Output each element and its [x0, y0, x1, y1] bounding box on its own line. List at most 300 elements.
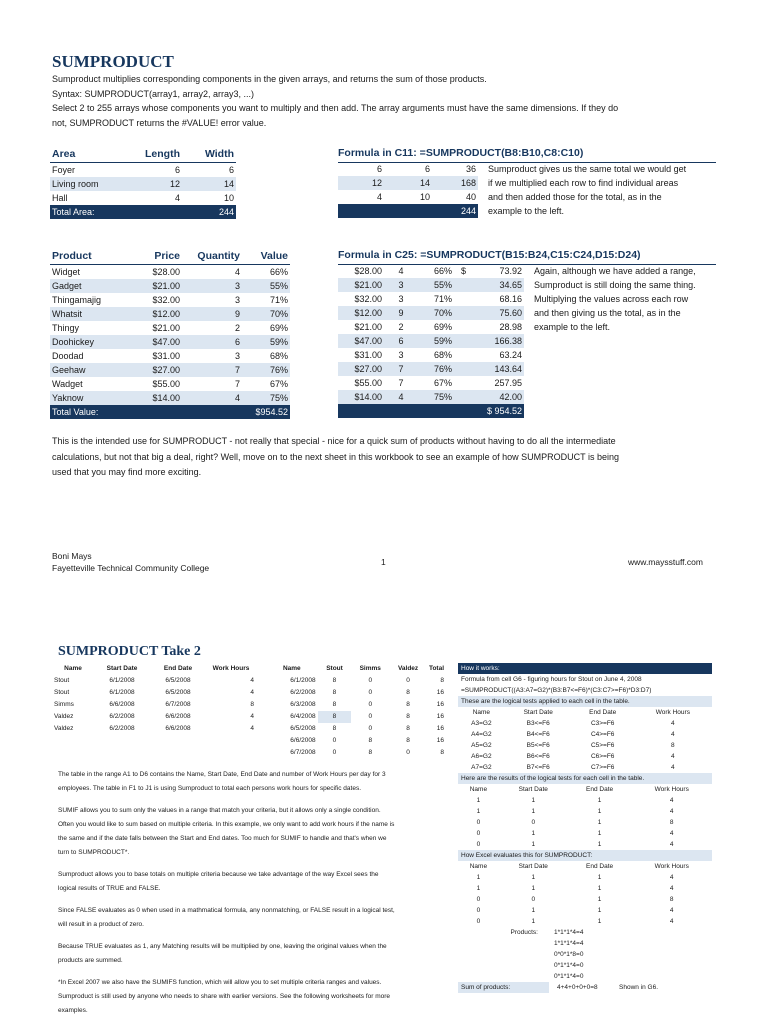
table-cell: 4: [376, 192, 382, 202]
table-cell: Doohickey: [50, 335, 124, 349]
total-value: 244: [432, 204, 478, 218]
table-cell: 6/5/2008: [165, 689, 191, 696]
table-cell: 8: [318, 711, 352, 723]
note-line: example to the left.: [488, 206, 565, 216]
table-cell: $27.00: [338, 362, 384, 376]
table-cell: 4: [669, 907, 674, 914]
table-row: [266, 735, 446, 747]
table-cell: 59%: [418, 334, 454, 348]
table-cell: 6: [182, 335, 242, 349]
table-cell: 6/2/2008: [290, 689, 316, 696]
table-cell: 10: [223, 193, 234, 203]
table-cell: [454, 376, 468, 390]
column-header: Name: [472, 709, 491, 716]
total-row: [50, 405, 290, 419]
table-cell: 70%: [242, 307, 290, 321]
table-cell: 0: [332, 749, 337, 756]
table-row: [52, 711, 256, 723]
table-cell: 8: [406, 737, 410, 744]
table-cell: 8: [406, 689, 410, 696]
table-cell: 1: [531, 907, 536, 914]
table-cell: $: [460, 266, 466, 276]
table-cell: 4: [669, 874, 674, 881]
table-cell: 4: [669, 830, 674, 837]
table-row: [458, 729, 712, 740]
table-cell: 8: [440, 749, 444, 756]
table-cell: 1: [531, 830, 536, 837]
table-row: [458, 817, 712, 828]
table-row: [338, 162, 478, 176]
table-cell: 0: [368, 701, 373, 708]
table-cell: 0: [476, 918, 481, 925]
formula1-note: [488, 162, 718, 218]
table-cell: 76%: [242, 363, 290, 377]
table-cell: Gadget: [50, 279, 124, 293]
column-header: Total: [428, 665, 444, 672]
table-cell: 1: [597, 918, 602, 925]
website-link[interactable]: www.maysstuff.com: [628, 557, 703, 567]
total-label: Total Value:: [50, 405, 124, 419]
table-row: [266, 711, 446, 723]
table-row: [266, 699, 446, 711]
table-row: [50, 293, 290, 307]
column-header: Work Hours: [212, 665, 250, 672]
table-cell: 6: [424, 164, 430, 174]
table-cell: 9: [384, 306, 418, 320]
paragraph: Sumproduct allows you to base totals on multiple criteria because we take advantage of the way Excel sees the logical results of TRUE and FALSE.: [58, 871, 379, 892]
paragraph: *In Excel 2007 we also have the SUMIFS function, which will allow you to set multiple criteria ranges and values. Sumproduct is still used by anyone who needs to share with earlier versions. See the following worksheets for more examples.: [58, 979, 391, 1014]
table-cell: 6: [174, 165, 180, 175]
table-cell: [454, 306, 468, 320]
total-row: [50, 205, 236, 219]
table-cell: Widget: [52, 267, 81, 277]
table-cell: 0: [531, 819, 536, 826]
total-row: [338, 204, 478, 218]
table-cell: 68%: [433, 350, 452, 360]
column-header: Stout: [326, 665, 343, 672]
table-cell: 6/6/2008: [109, 701, 135, 708]
table-cell: A7=G2: [471, 764, 492, 771]
how-line: Formula from cell G6 - figuring hours for Stout on June 4, 2008: [461, 676, 642, 683]
table-cell: 6: [384, 334, 418, 348]
how-title: How it works:: [458, 663, 712, 674]
table-cell: [454, 348, 468, 362]
table-cell: 4: [669, 841, 674, 848]
table-cell: 6/4/2008: [290, 713, 316, 720]
table-row: [50, 163, 236, 178]
table-cell: [454, 278, 468, 292]
table-row: [338, 362, 524, 376]
column-header: Name: [282, 665, 301, 672]
table-row: [458, 806, 712, 817]
summary-paragraph: [52, 434, 722, 481]
table-row: [338, 292, 524, 306]
column-header: Work Hours: [655, 709, 690, 716]
table-cell: $21.00: [152, 323, 180, 333]
intro-line: Sumproduct multiplies corresponding components in the given arrays, and returns the sum of those products.: [52, 74, 487, 84]
table-cell: 1: [597, 896, 602, 903]
table-cell: 68%: [269, 351, 288, 361]
table-row: [338, 390, 524, 404]
total-label: Total Area:: [50, 205, 124, 219]
table-cell: 1: [597, 885, 602, 892]
table-cell: 3: [398, 294, 404, 304]
table-cell: 1: [597, 907, 602, 914]
formula-header: Formula in C11: =SUMPRODUCT(B8:B10,C8:C10): [338, 145, 716, 163]
product-line: 0*0*1*8=0: [554, 951, 584, 958]
table-cell: 75.60: [468, 306, 524, 320]
table-cell: 6/2/2008: [109, 713, 135, 720]
table-cell: 4: [398, 266, 404, 276]
table-row: [266, 723, 446, 735]
paragraph-line: This is the intended use for SUMPRODUCT - not really that special - nice for a quick sum of products without having to do all the intermediate: [52, 436, 616, 446]
table-cell: 6/2/2008: [109, 725, 135, 732]
table-cell: 1: [476, 885, 481, 892]
table-row: [458, 762, 712, 773]
evaluation-table: [458, 861, 712, 927]
note-line: if we multiplied each row to find individual areas: [488, 178, 679, 188]
product-line: 0*1*1*4=0: [554, 973, 584, 980]
table-cell: Simms: [54, 701, 74, 708]
table-cell: 71%: [269, 295, 288, 305]
explanation-text: [58, 768, 398, 1026]
table-cell: 0: [368, 689, 373, 696]
table-cell: 4: [250, 713, 254, 720]
table-cell: 6/6/2008: [165, 713, 191, 720]
table-row: [458, 894, 712, 905]
column-header: Width: [182, 145, 236, 163]
author-name: Boni Mays: [52, 551, 92, 561]
formula2-note: [534, 264, 718, 334]
table-cell: 1: [597, 874, 602, 881]
column-header: End Date: [586, 786, 614, 793]
paragraph: SUMIF allows you to sum only the values in a range that match your criteria, but it allows only a single condition. Often you would like to sum based on multiple criteria. In this example, we only want to add work hours if the name is the same and if the date falls between the Start and End dates. Too much for SUMIF to handle and that's when we turn to SUMPRODUCT*.: [58, 807, 395, 856]
sum-note: Shown in G6.: [619, 984, 659, 991]
table-cell: 16: [436, 737, 444, 744]
table-cell: $31.00: [354, 350, 382, 360]
table-cell: 59%: [242, 335, 290, 349]
table-cell: 8: [250, 701, 254, 708]
table-cell: 4: [669, 918, 674, 925]
table-row: [338, 176, 478, 190]
table-cell: 70%: [418, 306, 454, 320]
table-row: [266, 687, 446, 699]
area-table: [50, 145, 236, 219]
note-line: and then added those for the total, as in the: [488, 192, 662, 202]
table-cell: 1: [597, 797, 602, 804]
table-cell: 16: [436, 689, 444, 696]
table-cell: 8: [368, 737, 373, 744]
page-title: SUMPRODUCT: [52, 52, 174, 71]
column-header: Start Date: [518, 786, 548, 793]
table-cell: 1: [531, 808, 536, 815]
table-cell: $28.00: [354, 266, 382, 276]
footer-author-block: [52, 550, 209, 574]
note-line: Sumproduct is still doing the same thing.: [534, 280, 696, 290]
paragraph: The table in the range A1 to D6 contains the Name, Start Date, End Date and number of Work Hours per day for 3 employees. The table in F1 to J1 is using Sumproduct to total each persons work hours for specific dates.: [58, 771, 386, 792]
total-value: $ 954.52: [468, 404, 524, 418]
column-header: Start Date: [106, 665, 138, 672]
sheet-title: SUMPRODUCT Take 2: [58, 644, 201, 659]
table-cell: 2: [398, 322, 404, 332]
table-cell: [454, 334, 468, 348]
paragraph: Since FALSE evaluates as 0 when used in a mathmatical formula, any nonmatching, or FALSE result in a logical test, will result in a product of zero.: [58, 907, 395, 928]
total-value: 244: [182, 205, 236, 219]
table-cell: B4<=F6: [526, 731, 550, 738]
sum-value: 4+4+0+0+0=8: [557, 984, 598, 991]
table-row: [52, 723, 256, 735]
table-cell: 4: [182, 391, 242, 405]
table-cell: 69%: [433, 322, 452, 332]
table-cell: [454, 362, 468, 376]
table-cell: 1: [597, 841, 602, 848]
table-cell: [454, 292, 468, 306]
table-cell: Stout: [54, 677, 70, 684]
table-cell: 1: [531, 874, 536, 881]
table-cell: 166.38: [468, 334, 524, 348]
paragraph: Because TRUE evaluates as 1, any Matching results will be multiplied by one, leaving the original values when the products are summed.: [58, 943, 387, 964]
table-cell: 0: [476, 907, 481, 914]
table-cell: 76%: [418, 362, 454, 376]
column-header: End Date: [589, 709, 617, 716]
table-cell: 3: [234, 351, 240, 361]
note-line: example to the left.: [534, 322, 611, 332]
table-cell: 34.65: [468, 278, 524, 292]
table-cell: Stout: [54, 689, 70, 696]
section-header: Here are the results of the logical tests for each cell in the table.: [458, 773, 712, 784]
products-label: Products:: [510, 929, 538, 936]
table-cell: 6/7/2008: [290, 749, 316, 756]
how-it-works-panel: [458, 663, 712, 993]
table-cell: B7<=F6: [526, 764, 550, 771]
table-row: [338, 376, 524, 390]
column-header: Valdez: [397, 665, 419, 672]
column-header: Area: [50, 145, 124, 163]
table-cell: 4: [250, 725, 254, 732]
table-cell: 16: [436, 725, 444, 732]
table-row: [458, 872, 712, 883]
column-header: Simms: [359, 665, 381, 672]
syntax-line: Syntax: SUMPRODUCT(array1, array2, array3, ...): [52, 88, 255, 99]
table-cell: $21.00: [354, 322, 382, 332]
table-cell: 42.00: [468, 390, 524, 404]
table-row: [338, 278, 524, 292]
table-cell: Thingy: [52, 323, 80, 333]
table-cell: 8: [332, 689, 337, 696]
table-row: [458, 916, 712, 927]
table-cell: $12.00: [124, 307, 182, 321]
table-cell: 69%: [269, 323, 288, 333]
column-header: Product: [50, 247, 124, 265]
table-row: [52, 675, 256, 687]
table-row: [52, 687, 256, 699]
table-row: [50, 377, 290, 391]
table-cell: 6: [376, 164, 382, 174]
table-cell: 0: [406, 749, 410, 756]
table-cell: Hall: [52, 193, 68, 203]
table-cell: 8: [406, 701, 410, 708]
product-line: 1*1*1*4=4: [554, 940, 584, 947]
table-cell: $14.00: [124, 391, 182, 405]
table-cell: $12.00: [338, 306, 384, 320]
table-cell: 6/6/2008: [290, 737, 316, 744]
table-cell: C5>=F6: [590, 742, 615, 749]
note-line: and then giving us the total, as in the: [534, 308, 681, 318]
table-cell: Living room: [50, 177, 124, 191]
column-header: Work Hours: [654, 863, 689, 870]
paragraph-line: calculations, but not that big a deal, right? Well, move on to the next sheet in this workbook to see an example of how SUMPRODUCT is being: [52, 451, 619, 462]
table-cell: A3=G2: [471, 720, 492, 727]
sum-row: [458, 982, 712, 993]
table-cell: 8: [332, 701, 337, 708]
table-row: [458, 883, 712, 894]
formula-header: Formula in C25: =SUMPRODUCT(B15:B24,C15:C24,D15:D24): [338, 247, 716, 265]
table-cell: C4>=F6: [590, 731, 615, 738]
column-header: End Date: [586, 863, 614, 870]
table-cell: $32.00: [354, 294, 382, 304]
table-cell: 7: [182, 363, 242, 377]
table-cell: 9: [182, 307, 242, 321]
table-cell: 6/5/2008: [165, 677, 191, 684]
intro-line: not, SUMPRODUCT returns the #VALUE! error value.: [52, 117, 267, 128]
sum-label: Sum of products:: [458, 982, 549, 993]
table-row: [338, 190, 478, 204]
daily-totals-table: [266, 663, 446, 759]
table-cell: 3: [398, 350, 404, 360]
table-row: [338, 264, 524, 278]
formula-text: =SUMPRODUCT((A3:A7=G2)*(B3:B7<=F6)*(C3:C7>=F6)*D3:D7): [461, 687, 652, 694]
table-cell: 8: [332, 725, 337, 732]
column-header: Name: [64, 665, 82, 672]
table-cell: $21.00: [124, 279, 182, 293]
table-row: [50, 307, 290, 321]
table-cell: $21.00: [338, 278, 384, 292]
table-cell: 3: [234, 295, 240, 305]
section-header: How Excel evaluates this for SUMPRODUCT:: [458, 850, 712, 861]
table-cell: 75%: [418, 390, 454, 404]
table-cell: Doodad: [52, 351, 84, 361]
table-cell: $32.00: [152, 295, 180, 305]
column-header: Price: [124, 247, 182, 265]
table-cell: 1: [476, 874, 481, 881]
table-cell: 4: [669, 797, 674, 804]
table-cell: 7: [234, 379, 240, 389]
table-cell: Geehaw: [50, 363, 124, 377]
product-table: [50, 247, 290, 419]
table-cell: 4: [671, 753, 675, 760]
table-cell: 8: [332, 677, 337, 684]
table-cell: [454, 320, 468, 334]
table-row: [50, 391, 290, 405]
table-cell: 66%: [269, 267, 288, 277]
table-cell: 2: [234, 323, 240, 333]
section-header: These are the logical tests applied to each cell in the table.: [458, 696, 712, 707]
column-header: Value: [242, 247, 290, 265]
table-row: [338, 348, 524, 362]
total-value: $954.52: [242, 405, 290, 419]
table-cell: 6/7/2008: [165, 701, 191, 708]
table-cell: 0: [476, 896, 481, 903]
table-row: [52, 699, 256, 711]
table-cell: 1: [476, 808, 481, 815]
note-line: Again, although we have added a range,: [534, 266, 696, 276]
table-cell: 28.98: [499, 322, 522, 332]
table-cell: 0: [476, 819, 481, 826]
table-cell: 12: [124, 177, 182, 191]
product-line: 0*1*1*4=0: [554, 962, 584, 969]
column-header: Name: [469, 863, 488, 870]
table-cell: $55.00: [152, 379, 180, 389]
table-cell: 14: [182, 177, 236, 191]
table-cell: 66%: [433, 266, 452, 276]
table-row: [266, 747, 446, 759]
table-cell: 0: [332, 737, 337, 744]
results-table: [458, 784, 712, 850]
product-line: 1*1*1*4=4: [554, 929, 584, 936]
table-cell: 8: [671, 742, 675, 749]
table-cell: 1: [597, 819, 602, 826]
table-cell: [454, 390, 468, 404]
table-row: [50, 349, 290, 363]
table-cell: 8: [669, 819, 674, 826]
college-name: Fayetteville Technical Community College: [52, 563, 210, 573]
logical-tests-table: [458, 707, 712, 773]
table-row: [458, 839, 712, 850]
table-cell: 67%: [269, 379, 288, 389]
table-cell: 1: [476, 797, 481, 804]
table-row: [458, 718, 712, 729]
table-row: [458, 751, 712, 762]
table-cell: 14: [384, 176, 432, 190]
table-row: [50, 363, 290, 377]
table-cell: 0: [531, 896, 536, 903]
table-cell: 10: [419, 192, 430, 202]
table-cell: 0: [368, 677, 373, 684]
table-cell: Thingamajig: [52, 295, 102, 305]
table-cell: 0: [476, 841, 481, 848]
table-cell: 8: [406, 713, 410, 720]
table-cell: 63.24: [499, 350, 522, 360]
table-row: [458, 740, 712, 751]
table-cell: A5=G2: [471, 742, 492, 749]
table-cell: 8: [406, 725, 410, 732]
table-cell: 6/3/2008: [290, 701, 316, 708]
table-cell: $28.00: [152, 267, 180, 277]
table-row: [458, 795, 712, 806]
intro-text: [52, 72, 712, 130]
column-header: Quantity: [182, 247, 242, 265]
table-cell: 4: [671, 720, 675, 727]
table-cell: 0: [368, 713, 373, 720]
table-cell: 67%: [433, 378, 452, 388]
table-cell: Wadget: [52, 379, 83, 389]
paragraph-line: used that you may find more exciting.: [52, 467, 202, 477]
table-cell: 6/1/2008: [109, 689, 135, 696]
table-row: [50, 191, 236, 205]
table-cell: 4: [671, 764, 675, 771]
table-cell: 4: [669, 808, 674, 815]
table-cell: B3<=F6: [526, 720, 550, 727]
table-cell: $55.00: [354, 378, 382, 388]
table-cell: 6/5/2008: [290, 725, 316, 732]
table-cell: 1: [531, 797, 536, 804]
intro-line: Select 2 to 255 arrays whose components you want to multiply and then add. The array arguments must have the same dimensions. If they do: [52, 103, 619, 113]
table-row: [50, 279, 290, 293]
table-cell: 0: [476, 830, 481, 837]
table-cell: 6/1/2008: [290, 677, 316, 684]
table-row: [338, 320, 524, 334]
table-cell: 36: [465, 164, 476, 174]
